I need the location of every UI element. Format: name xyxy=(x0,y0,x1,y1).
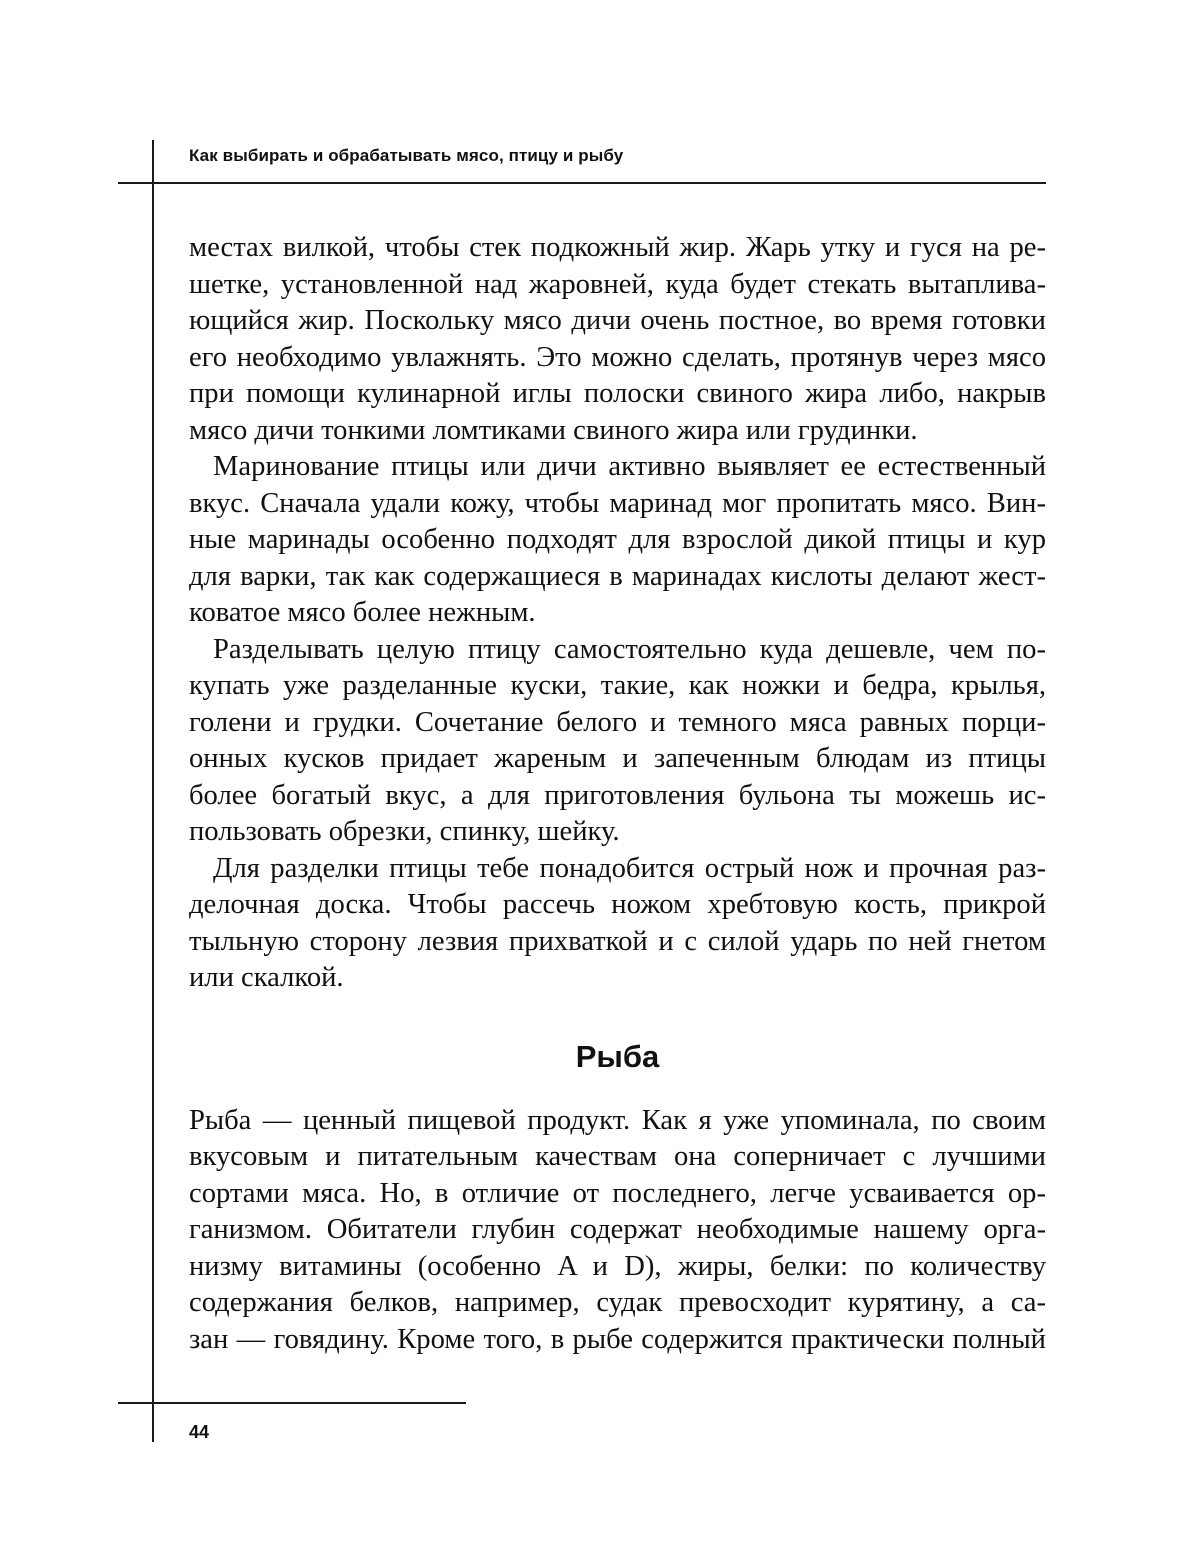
text-line: вкусовым и питательным качествам она соперничает с лучшими xyxy=(189,1141,1046,1172)
paragraph-3 xyxy=(189,632,1046,851)
paragraph-2 xyxy=(189,449,1046,632)
text-line: пользовать обрезки, спинку, шейку. xyxy=(189,816,620,847)
text-line: мясо дичи тонкими ломтиками свиного жира или грудинки. xyxy=(189,414,918,446)
text-line: для варки, так как содержащиеся в маринадах кислоты делают жест- xyxy=(189,560,1046,592)
text-line: голени и грудки. Сочетание белого и темного мяса равных порци- xyxy=(189,706,1046,738)
heading-spacer xyxy=(189,997,1046,1037)
text-line: ные маринады особенно подходят для взрослой дикой птицы и кур xyxy=(189,524,1046,555)
header-rule xyxy=(118,182,1046,184)
paragraph-1 xyxy=(189,230,1046,449)
body-text xyxy=(189,230,1046,1358)
text-line: более богатый вкус, а для приготовления бульона ты можешь ис- xyxy=(189,779,1046,811)
text-line: вкус. Сначала удали кожу, чтобы маринад мог пропитать мясо. Вин- xyxy=(189,487,1046,519)
text-line: тыльную сторону лезвия прихваткой и с силой ударь по ней гнетом xyxy=(189,925,1046,957)
section-heading: Рыба xyxy=(575,1038,660,1074)
page-number: 44 xyxy=(189,1422,210,1442)
text-line: сортами мяса. Но, в отличие от последнего, легче усваивается ор- xyxy=(189,1177,1046,1209)
margin-vertical-rule xyxy=(152,140,154,1442)
text-line: Для разделки птицы тебе понадобится острый нож и прочная раз- xyxy=(213,852,1046,884)
text-line: Рыба — ценный пищевой продукт. Как я уже упоминала, по своим xyxy=(189,1104,1046,1136)
text-line: содержания белков, например, судак превосходит курятину, а са- xyxy=(189,1287,1046,1318)
text-line: ганизмом. Обитатели глубин содержат необходимые нашему орга- xyxy=(189,1214,1046,1245)
text-line: Маринование птицы или дичи активно выявляет ее естественный xyxy=(213,451,1046,482)
text-line: его необходимо увлажнять. Это можно сделать, протянув через мясо xyxy=(189,341,1046,373)
paragraph-5 xyxy=(189,1103,1046,1359)
text-line: делочная доска. Чтобы рассечь ножом хребтовую кость, прикрой xyxy=(189,889,1046,920)
text-line: купать уже разделанные куски, такие, как ножки и бедра, крылья, xyxy=(189,670,1046,701)
text-line: при помощи кулинарной иглы полоски свиного жира либо, накрыв xyxy=(189,378,1046,409)
text-line: онных кусков придает жареным и запеченным блюдам из птицы xyxy=(189,743,1046,774)
footer-rule xyxy=(118,1402,466,1404)
running-header: Как выбирать и обрабатывать мясо, птицу и рыбу xyxy=(189,146,624,165)
text-line: местах вилкой, чтобы стек подкожный жир. Жарь утку и гуся на ре- xyxy=(189,232,1046,263)
text-line: Разделывать целую птицу самостоятельно куда дешевле, чем по- xyxy=(213,633,1046,665)
text-line: зан — говядину. Кроме того, в рыбе содержится практически полный xyxy=(189,1323,1046,1355)
text-line: шетке, установленной над жаровней, куда будет стекать вытаплива- xyxy=(189,268,1046,300)
text-line: ющийся жир. Поскольку мясо дичи очень постное, во время готовки xyxy=(189,305,1046,336)
text-line: низму витамины (особенно A и D), жиры, белки: по количеству xyxy=(189,1250,1046,1282)
text-line: или скалкой. xyxy=(189,962,344,993)
paragraph-4 xyxy=(189,851,1046,997)
text-line: коватое мясо более нежным. xyxy=(189,597,536,628)
